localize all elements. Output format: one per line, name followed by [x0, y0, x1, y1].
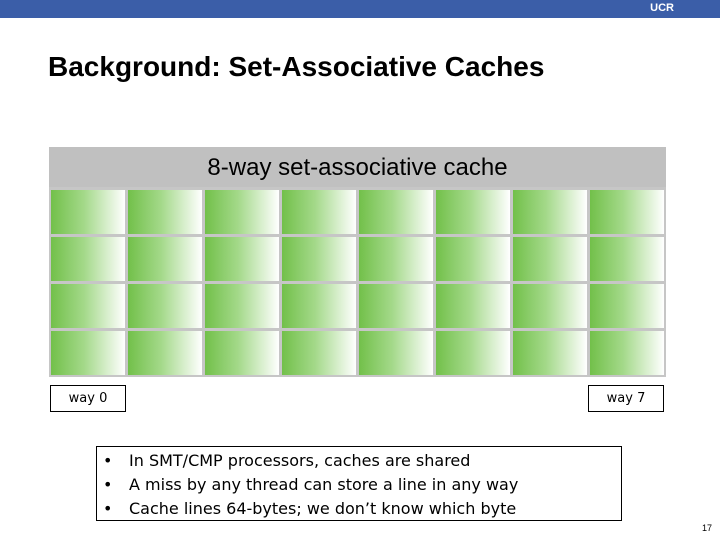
top-bar	[0, 0, 720, 18]
cache-line-cell	[205, 331, 279, 375]
bullet-item: • A miss by any thread can store a line in any way	[97, 473, 621, 497]
bullet-list	[97, 447, 621, 521]
slide-title: Background: Set-Associative Caches	[48, 51, 545, 82]
cache-line-cell	[359, 237, 433, 281]
cache-line-cell	[51, 284, 125, 328]
cache-grid	[49, 188, 666, 377]
cache-line-cell	[590, 237, 664, 281]
cache-line-cell	[51, 190, 125, 234]
cache-diagram	[49, 147, 666, 377]
cache-line-cell	[51, 331, 125, 375]
cache-line-cell	[282, 284, 356, 328]
notes-box	[96, 446, 622, 521]
cache-line-cell	[590, 331, 664, 375]
cache-line-cell	[282, 237, 356, 281]
bullet-item: • In SMT/CMP processors, caches are shared	[97, 449, 621, 473]
way-last-label: way 7	[588, 385, 664, 412]
bullet-item: • Cache lines 64-bytes; we don’t know which byte	[97, 497, 621, 521]
cache-line-cell	[513, 284, 587, 328]
cache-line-cell	[513, 331, 587, 375]
cache-line-cell	[359, 284, 433, 328]
page-number: 17	[701, 523, 712, 533]
cache-line-cell	[513, 237, 587, 281]
cache-line-cell	[205, 190, 279, 234]
cache-line-cell	[436, 331, 510, 375]
cache-line-cell	[51, 237, 125, 281]
cache-line-cell	[282, 331, 356, 375]
cache-line-cell	[359, 331, 433, 375]
cache-line-cell	[436, 190, 510, 234]
brand-label: UCR	[650, 2, 674, 14]
cache-line-cell	[128, 190, 202, 234]
cache-line-cell	[590, 190, 664, 234]
cache-line-cell	[590, 284, 664, 328]
cache-line-cell	[436, 284, 510, 328]
cache-line-cell	[436, 237, 510, 281]
cache-line-cell	[359, 190, 433, 234]
cache-line-cell	[128, 331, 202, 375]
cache-line-cell	[205, 284, 279, 328]
cache-line-cell	[205, 237, 279, 281]
cache-line-cell	[128, 284, 202, 328]
cache-line-cell	[513, 190, 587, 234]
cache-line-cell	[282, 190, 356, 234]
cache-label: 8-way set-associative cache	[49, 147, 666, 187]
way-first-label: way 0	[50, 385, 126, 412]
cache-line-cell	[128, 237, 202, 281]
